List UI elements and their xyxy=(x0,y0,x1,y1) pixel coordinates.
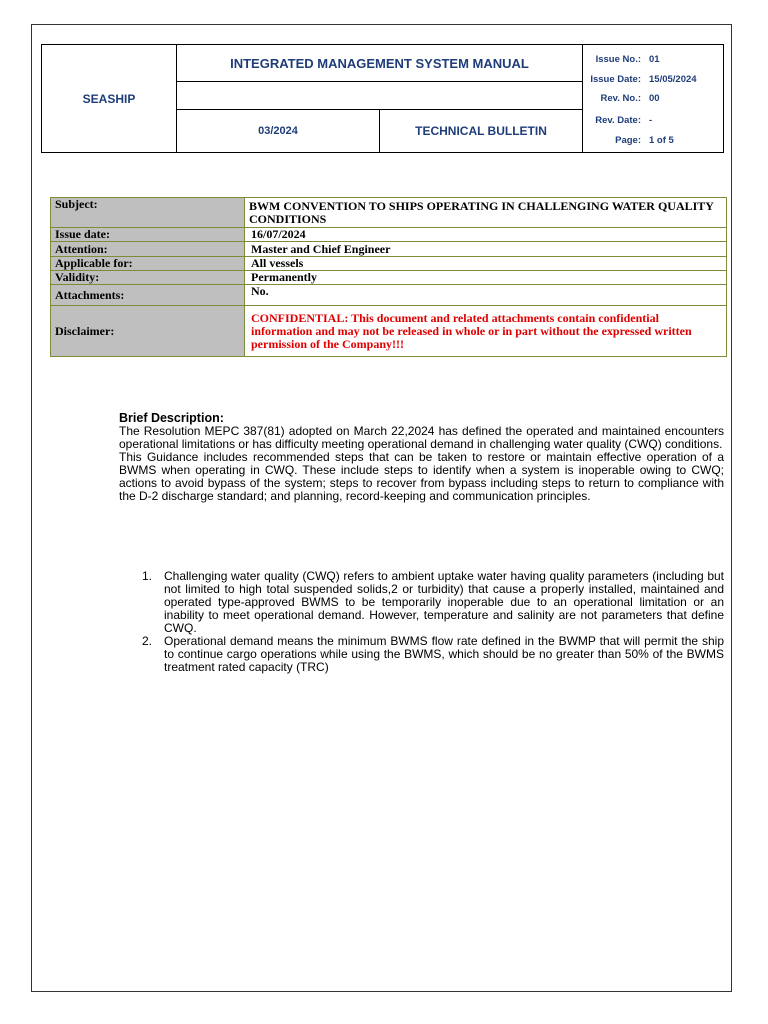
subject-table xyxy=(50,197,727,357)
header-blank-row xyxy=(177,82,583,110)
paragraph-2: This Guidance includes recommended steps that can be taken to restore or maintain effective operation of a BWMS when operating in CWQ. These include steps to identify when a system is inoperable owing to CWQ; actions to avoid bypass of the system; steps to recover from bypass including steps to return to compliance with the D-2 discharge standard; and planning, record-keeping and communication principles. xyxy=(119,450,724,503)
list-item-number: 1. xyxy=(142,569,153,583)
bulletin-title: TECHNICAL BULLETIN xyxy=(380,110,583,153)
disclaimer-value: CONFIDENTIAL: This document and related attachments contain confidential information and may not be released in whole or in part without the expressed written permission of the Company!!! xyxy=(245,306,727,357)
applicable-label: Applicable for: xyxy=(51,257,245,271)
meta-rev-no: Rev. No.: 00 xyxy=(600,92,660,104)
subject-value: BWM CONVENTION TO SHIPS OPERATING IN CHALLENGING WATER QUALITY CONDITIONS xyxy=(245,198,727,228)
manual-title: INTEGRATED MANAGEMENT SYSTEM MANUAL xyxy=(177,45,583,82)
page-border xyxy=(31,24,732,992)
list-item-text: Operational demand means the minimum BWMS flow rate defined in the BWMP that will permit the ship to continue cargo operations while using the BWMS, which should be no greater than 50% of the BWMS treatment rated capacity (TRC) xyxy=(164,634,724,674)
brief-description xyxy=(119,411,724,503)
applicable-value: All vessels xyxy=(245,257,727,271)
disclaimer-label: Disclaimer: xyxy=(51,306,245,357)
attention-value: Master and Chief Engineer xyxy=(245,242,727,257)
attachments-value: No. xyxy=(245,285,727,306)
issue-date-label: Issue date: xyxy=(51,228,245,242)
meta-issue-no: Issue No.: 01 xyxy=(595,53,660,65)
subject-label: Subject: xyxy=(51,198,245,228)
company-name: SEASHIP xyxy=(42,45,177,153)
document-meta xyxy=(583,45,724,153)
attachments-label: Attachments: xyxy=(51,285,245,306)
meta-page: Page: 1 of 5 xyxy=(615,134,674,146)
bulletin-number: 03/2024 xyxy=(177,110,380,153)
definitions-list xyxy=(142,569,724,674)
attention-label: Attention: xyxy=(51,242,245,257)
list-item xyxy=(142,569,724,635)
list-item-number: 2. xyxy=(142,634,153,648)
brief-description-heading: Brief Description: xyxy=(119,411,224,425)
issue-date-value: 16/07/2024 xyxy=(245,228,727,242)
meta-rev-date: Rev. Date: - xyxy=(595,114,653,126)
meta-issue-date: Issue Date: 15/05/2024 xyxy=(590,73,697,85)
validity-value: Permanently xyxy=(245,271,727,285)
document-header xyxy=(41,44,724,153)
list-item xyxy=(142,634,724,674)
validity-label: Validity: xyxy=(51,271,245,285)
list-item-text: Challenging water quality (CWQ) refers to ambient uptake water having quality parameters (including but not limited to high total suspended solids,2 or turbidity) that cause a properly installed, maintained and operated type-approved BWMS to be temporarily inoperable due to an operational limitation or an inability to meet operational demand. However, temperature and salinity are not parameters that define CWQ. xyxy=(164,569,724,635)
paragraph-1: The Resolution MEPC 387(81) adopted on March 22,2024 has defined the operated and maintained encounters operational limitations or has difficulty meeting operational demand in challenging water quality (CWQ) conditions. xyxy=(119,424,724,451)
